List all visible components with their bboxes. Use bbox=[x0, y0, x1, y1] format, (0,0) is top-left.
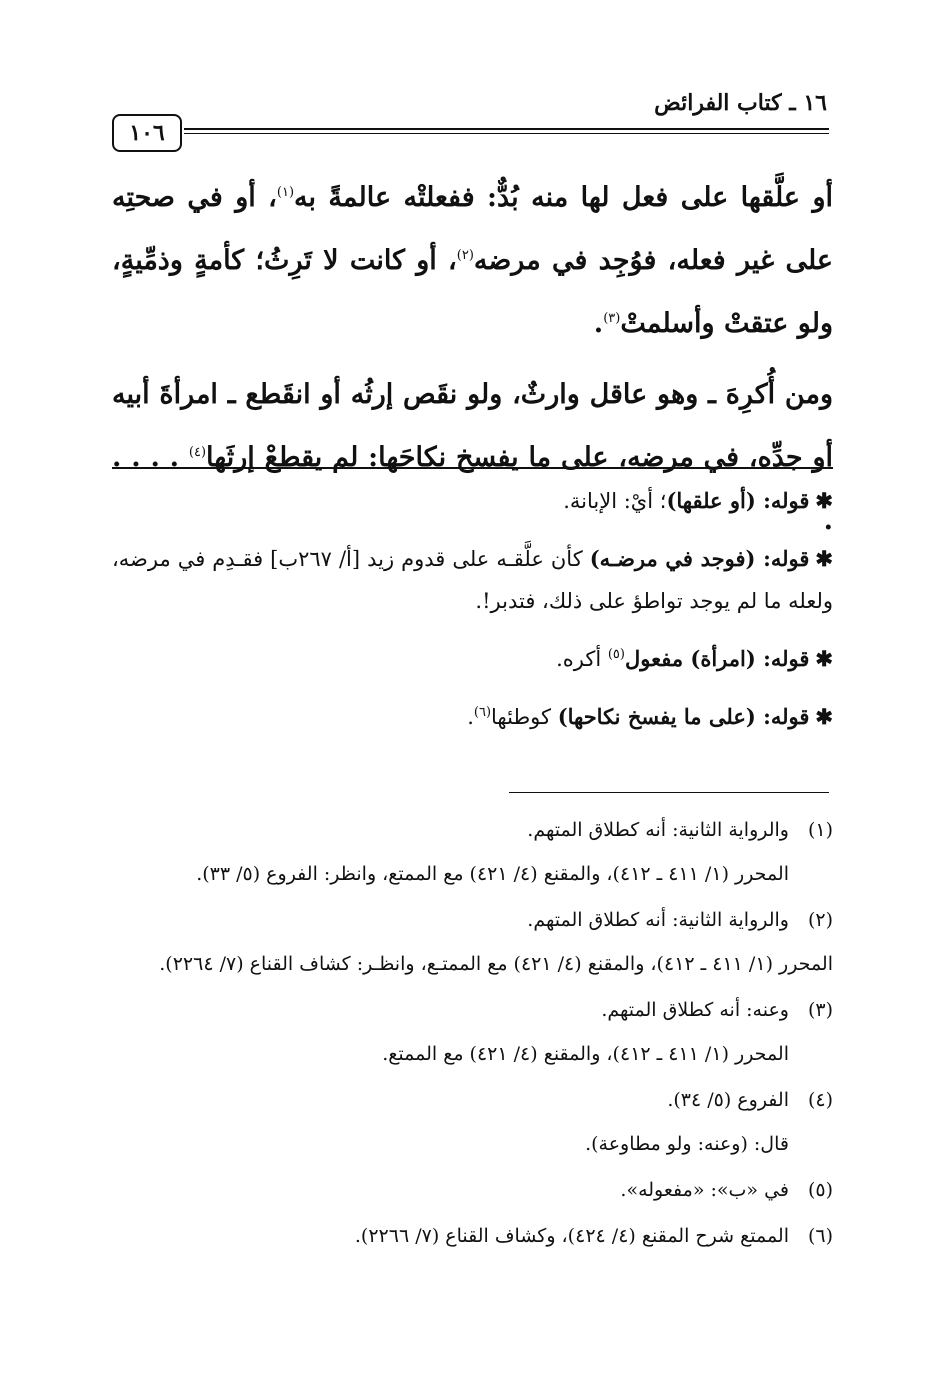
footnote bbox=[112, 1078, 833, 1166]
footnote bbox=[112, 1214, 833, 1258]
commentary-text: . bbox=[467, 705, 474, 729]
footnote-body bbox=[112, 1078, 789, 1166]
footnote-number: (٣) bbox=[807, 999, 833, 1021]
footnote-body bbox=[112, 1168, 789, 1212]
footnote-divider bbox=[509, 792, 829, 793]
commentary-text: أكره. bbox=[556, 647, 608, 671]
footnote-body bbox=[112, 898, 833, 986]
commentary-text: كوطئها bbox=[491, 705, 558, 729]
footnote-line: الممتع شرح المقنع (٤/ ٤٢٤)، وكشاف القناع (٧/ ٢٢٦٦). bbox=[354, 1225, 789, 1247]
commentary-note bbox=[112, 480, 833, 522]
footnote-body bbox=[112, 988, 789, 1076]
main-paragraph-1 bbox=[112, 166, 833, 355]
commentary-note bbox=[112, 696, 833, 738]
footnote bbox=[112, 898, 833, 986]
main-text-segment: أو علَّقها على فعل لها منه بُدٌّ: ففعلتْه عالمةً به bbox=[294, 182, 833, 213]
commentary-text: ؛ أيْ: الإبانة. bbox=[563, 489, 667, 513]
asterisk-icon: ✱ bbox=[815, 488, 833, 513]
footnote-ref: (٢) bbox=[456, 248, 474, 263]
footnote bbox=[112, 808, 833, 896]
main-text-segment: . . . . . bbox=[112, 442, 833, 536]
footnote-line: الفروع (٥/ ٣٤). bbox=[667, 1089, 789, 1111]
footnote-number: (٦) bbox=[807, 1225, 833, 1247]
footnote-line: والرواية الثانية: أنه كطلاق المتهم. bbox=[527, 909, 789, 931]
commentary-lead: قوله: (فوجد في مرضـه) bbox=[589, 546, 810, 571]
header-rule bbox=[184, 128, 829, 134]
asterisk-icon: ✱ bbox=[815, 646, 833, 671]
commentary-lead: قوله: (امرأة) مفعول bbox=[624, 646, 810, 671]
main-text-segment: ومن أُكرِهَ ـ وهو عاقل وارثٌ، ولو نقَص إرثُه أو انقَطع ـ امرأةَ أبيه أو جدِّه، في مرضه، على ما يفسخ نكاحَها: لم يقطعْ إرثَها bbox=[112, 379, 833, 473]
footnotes bbox=[112, 808, 833, 1260]
footnote-line: المحرر (١/ ٤١١ ـ ٤١٢)، والمقنع (٤/ ٤٢١) مع الممتع، وانظر: الفروع (٥/ ٣٣). bbox=[196, 863, 789, 885]
footnote-line: وعنه: أنه كطلاق المتهم. bbox=[601, 999, 789, 1021]
commentary-lead: قوله: (على ما يفسخ نكاحها) bbox=[557, 704, 810, 729]
running-title: ١٦ ـ كتاب الفرائض bbox=[654, 90, 827, 116]
footnote bbox=[112, 988, 833, 1076]
asterisk-icon: ✱ bbox=[815, 546, 833, 571]
commentary bbox=[112, 480, 833, 754]
footnote-line: والرواية الثانية: أنه كطلاق المتهم. bbox=[527, 819, 789, 841]
footnote-number: (٥) bbox=[807, 1179, 833, 1201]
footnote-ref: (١) bbox=[276, 185, 295, 200]
commentary-note bbox=[112, 538, 833, 622]
page-number: ١٠٦ bbox=[112, 114, 182, 152]
footnote-line: قال: (وعنه: ولو مطاوعة). bbox=[585, 1133, 789, 1155]
footnote bbox=[112, 1168, 833, 1212]
footnote-number: (٢) bbox=[807, 909, 833, 931]
footnote-line: المحرر (١/ ٤١١ ـ ٤١٢)، والمقنع (٤/ ٤٢١) مع الممتع. bbox=[382, 1043, 789, 1065]
main-text-divider bbox=[112, 467, 833, 469]
commentary-text: كأن علَّقـه على قدوم زيد [أ/ ٢٦٧ب] فقـدِم في مرضه، ولعله ما لم يوجد تواطؤ على ذلك، فتدبر!. bbox=[112, 547, 833, 613]
footnote-body bbox=[112, 808, 789, 896]
footnote-body bbox=[112, 1214, 789, 1258]
footnote-number: (٤) bbox=[807, 1089, 833, 1111]
main-text-segment: ، أو كانت لا تَرِثُ؛ كأمةٍ وذمِّيةٍ، ولو عتقتْ وأسلمتْ bbox=[112, 245, 833, 339]
main-text-segment: . bbox=[593, 308, 604, 339]
footnote-ref: (٥) bbox=[607, 647, 625, 662]
footnote-number: (١) bbox=[807, 819, 833, 841]
commentary-lead: قوله: (أو علقها) bbox=[666, 488, 810, 513]
footnote-ref: (٣) bbox=[603, 311, 621, 326]
commentary-note bbox=[112, 638, 833, 680]
footnote-line: في «ب»: «مفعوله». bbox=[620, 1179, 789, 1201]
footnote-line: المحرر (١/ ٤١١ ـ ٤١٢)، والمقنع (٤/ ٤٢١) مع الممتـع، وانظـر: كشاف القناع (٧/ ٢٢٦٤). bbox=[159, 953, 833, 975]
asterisk-icon: ✱ bbox=[815, 704, 833, 729]
main-text-segment: ، أو في صحتِه على غير فعله، فوُجِد في مرضه bbox=[112, 182, 833, 276]
footnote-ref: (٤) bbox=[188, 445, 207, 460]
footnote-ref: (٦) bbox=[473, 705, 492, 720]
